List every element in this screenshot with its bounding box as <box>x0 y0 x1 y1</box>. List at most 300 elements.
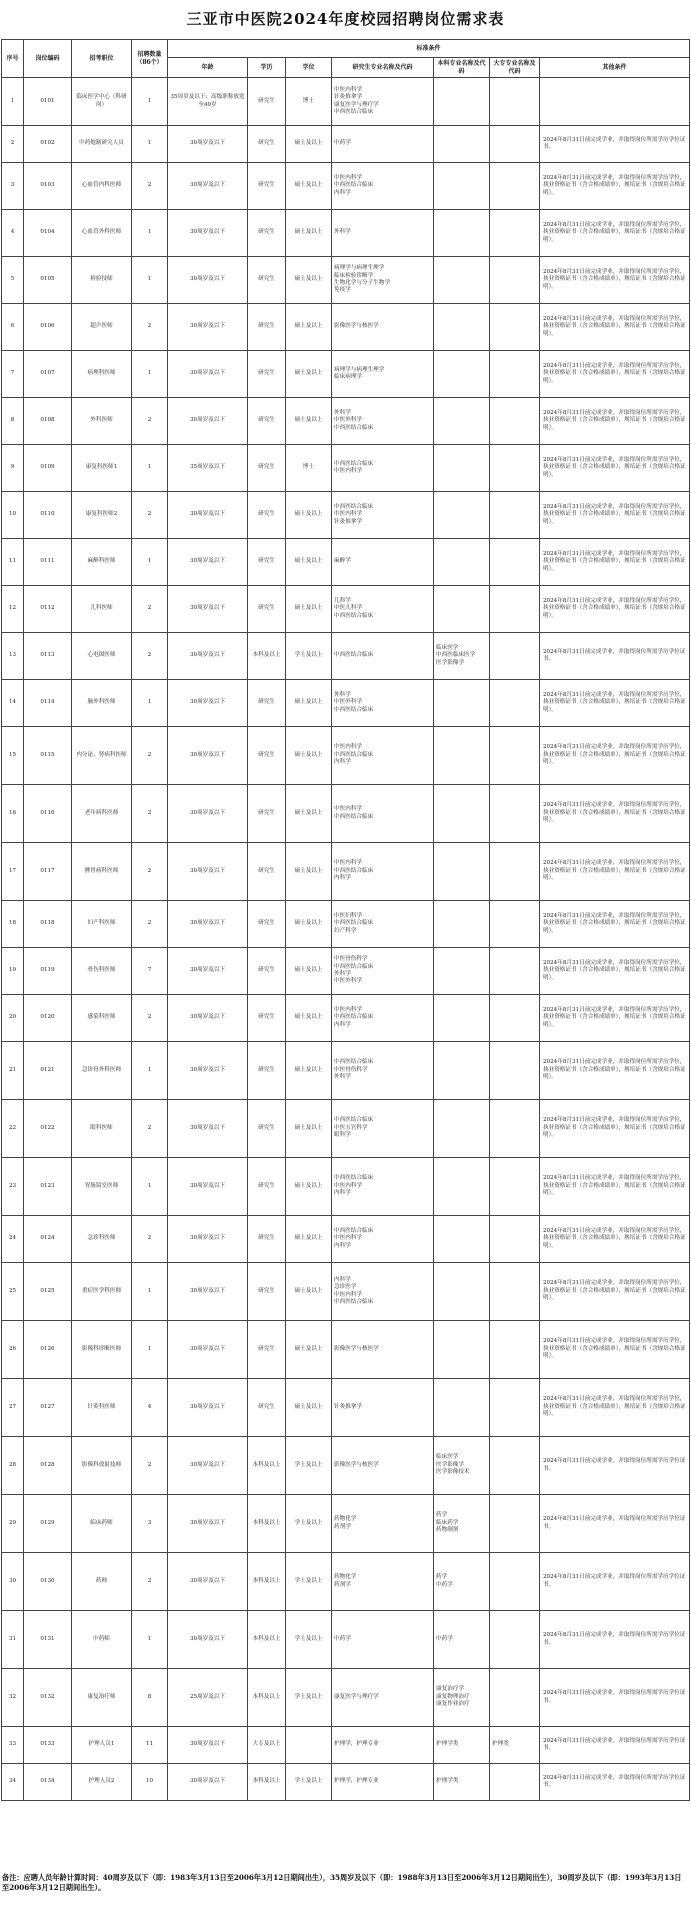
row-count: 1 <box>132 680 168 727</box>
table-row <box>2 126 690 163</box>
row-seq: 1 <box>2 78 24 126</box>
row-code: 0115 <box>24 727 72 785</box>
row-count: 1 <box>132 1042 168 1100</box>
row-count: 1 <box>132 445 168 492</box>
row-pg-major: 中西医结合临床 中医五官科学 眼科学 <box>332 1100 434 1158</box>
row-college-major <box>490 492 540 539</box>
row-college-major <box>490 680 540 727</box>
row-college-major <box>490 163 540 210</box>
row-college-major <box>490 398 540 445</box>
row-ug-major <box>434 995 490 1042</box>
row-age: 30周岁及以下 <box>168 843 248 901</box>
row-code: 0127 <box>24 1379 72 1437</box>
row-ug-major <box>434 1042 490 1100</box>
row-other: 2024年8月31日前完成学业，并取得岗位所需学历学位证书。 <box>540 633 690 680</box>
row-ug-major <box>434 586 490 633</box>
row-college-major <box>490 1100 540 1158</box>
row-age: 30周岁及以下 <box>168 1727 248 1764</box>
table-row <box>2 445 690 492</box>
row-degree: 硕士及以上 <box>286 126 332 163</box>
row-pg-major: 中医妇科学 中西医结合临床 妇产科学 <box>332 901 434 948</box>
row-ug-major <box>434 1379 490 1437</box>
row-education: 研究生 <box>248 492 286 539</box>
row-age: 30周岁及以下 <box>168 304 248 351</box>
row-pg-major: 中医骨伤科学 中西医结合临床 外科学 中医外科学 <box>332 948 434 995</box>
table-row <box>2 1216 690 1263</box>
header-position: 招考职位 <box>72 40 132 78</box>
row-age: 30周岁及以下 <box>168 1216 248 1263</box>
row-degree: 硕士及以上 <box>286 304 332 351</box>
row-other <box>540 78 690 126</box>
row-ug-major <box>434 843 490 901</box>
row-code: 0119 <box>24 948 72 995</box>
row-other: 2024年8月31日前完成学业，并取得岗位所需学历学位证书。 <box>540 1553 690 1611</box>
row-pg-major: 中医内科学 中西医结合临床 内科学 <box>332 727 434 785</box>
row-other: 2024年8月31日前完成学业，并取得岗位所需学历学位，执业资格证书（含合格成绩单），规培证书（含规培合格证明）。 <box>540 1216 690 1263</box>
row-pg-major: 针灸推拿学 <box>332 1379 434 1437</box>
row-count: 4 <box>132 1379 168 1437</box>
row-seq: 9 <box>2 445 24 492</box>
row-degree: 硕士及以上 <box>286 901 332 948</box>
row-degree: 硕士及以上 <box>286 586 332 633</box>
row-college-major <box>490 126 540 163</box>
row-education: 本科及以上 <box>248 1437 286 1495</box>
row-ug-major <box>434 1216 490 1263</box>
row-count: 2 <box>132 398 168 445</box>
row-code: 0110 <box>24 492 72 539</box>
table-body <box>2 78 690 1801</box>
row-ug-major <box>434 78 490 126</box>
row-position: 检验技师 <box>72 257 132 304</box>
row-seq: 30 <box>2 1553 24 1611</box>
row-position: 护理人员1 <box>72 1727 132 1764</box>
table-row <box>2 1437 690 1495</box>
row-other: 2024年8月31日前完成学业，并取得岗位所需学历学位，执业资格证书（含合格成绩单），规培证书（含规培合格证明）。 <box>540 539 690 586</box>
header-degree: 学位 <box>286 58 332 78</box>
row-pg-major: 护理学，护理专业 <box>332 1764 434 1801</box>
row-count: 2 <box>132 1437 168 1495</box>
row-pg-major: 中西医结合临床 中医内科学 针灸推拿学 <box>332 492 434 539</box>
row-position: 康复治疗师 <box>72 1669 132 1727</box>
row-seq: 10 <box>2 492 24 539</box>
row-pg-major: 中药学 <box>332 126 434 163</box>
row-other: 2024年8月31日前完成学业，并取得岗位所需学历学位，执业资格证书（含合格成绩单），规培证书（含规培合格证明）。 <box>540 680 690 727</box>
row-education: 研究生 <box>248 257 286 304</box>
row-degree: 硕士及以上 <box>286 785 332 843</box>
table-row <box>2 633 690 680</box>
row-ug-major: 护理学类 <box>434 1727 490 1764</box>
row-age: 30周岁及以下 <box>168 901 248 948</box>
table-row <box>2 1727 690 1764</box>
row-code: 0130 <box>24 1553 72 1611</box>
row-other: 2024年8月31日前完成学业，并取得岗位所需学历学位证书。 <box>540 1495 690 1553</box>
table-row <box>2 398 690 445</box>
row-position: 老年病科医师 <box>72 785 132 843</box>
row-seq: 3 <box>2 163 24 210</box>
row-code: 0101 <box>24 78 72 126</box>
row-degree: 硕士及以上 <box>286 680 332 727</box>
row-degree: 硕士及以上 <box>286 1216 332 1263</box>
row-education: 研究生 <box>248 843 286 901</box>
row-age: 30周岁及以下 <box>168 586 248 633</box>
row-code: 0126 <box>24 1321 72 1379</box>
row-code: 0132 <box>24 1669 72 1727</box>
row-pg-major: 康复医学与理疗学 <box>332 1669 434 1727</box>
row-education: 研究生 <box>248 901 286 948</box>
row-position: 中药炮制研究人员 <box>72 126 132 163</box>
table-row <box>2 1764 690 1801</box>
row-position: 外科医师 <box>72 398 132 445</box>
row-count: 2 <box>132 163 168 210</box>
row-age: 30周岁及以下 <box>168 257 248 304</box>
row-count: 11 <box>132 1727 168 1764</box>
header-ug-major: 本科专业名称及代码 <box>434 58 490 78</box>
row-age: 30周岁及以下 <box>168 1437 248 1495</box>
row-position: 针灸科医师 <box>72 1379 132 1437</box>
table-row <box>2 843 690 901</box>
row-education: 研究生 <box>248 680 286 727</box>
row-position: 儿科医师 <box>72 586 132 633</box>
row-seq: 28 <box>2 1437 24 1495</box>
row-pg-major: 护理学，护理专业 <box>332 1727 434 1764</box>
header-education: 学历 <box>248 58 286 78</box>
row-count: 2 <box>132 1553 168 1611</box>
row-other: 2024年8月31日前完成学业，并取得岗位所需学历学位，执业资格证书（含合格成绩单），规培证书（含规培合格证明）。 <box>540 1042 690 1100</box>
row-other: 2024年8月31日前完成学业，并取得岗位所需学历学位，执业资格证书（含合格成绩单），规培证书（含规培合格证明）。 <box>540 351 690 398</box>
row-position: 药师 <box>72 1553 132 1611</box>
row-code: 0118 <box>24 901 72 948</box>
row-position: 康复科医师1 <box>72 445 132 492</box>
row-college-major <box>490 1263 540 1321</box>
row-ug-major <box>434 1100 490 1158</box>
row-education: 研究生 <box>248 351 286 398</box>
row-college-major <box>490 1379 540 1437</box>
row-education: 研究生 <box>248 1042 286 1100</box>
row-education: 研究生 <box>248 586 286 633</box>
row-pg-major: 中医内科学 中西医结合临床 内科学 <box>332 995 434 1042</box>
row-age: 30周岁及以下 <box>168 1042 248 1100</box>
row-college-major <box>490 1158 540 1216</box>
row-degree: 硕士及以上 <box>286 163 332 210</box>
row-count: 7 <box>132 948 168 995</box>
row-education: 研究生 <box>248 1100 286 1158</box>
row-pg-major: 中西医结合临床 中医骨伤科学 外科学 <box>332 1042 434 1100</box>
header-seq: 序号 <box>2 40 24 78</box>
row-degree: 硕士及以上 <box>286 1158 332 1216</box>
table-row <box>2 1669 690 1727</box>
row-ug-major <box>434 785 490 843</box>
row-seq: 18 <box>2 901 24 948</box>
row-position: 超声医师 <box>72 304 132 351</box>
row-ug-major <box>434 539 490 586</box>
row-college-major <box>490 539 540 586</box>
row-degree: 博士 <box>286 78 332 126</box>
table-row <box>2 1379 690 1437</box>
row-code: 0113 <box>24 633 72 680</box>
row-position: 妇产科医师 <box>72 901 132 948</box>
row-college-major <box>490 304 540 351</box>
row-degree: 学士及以上 <box>286 1764 332 1801</box>
row-education: 研究生 <box>248 78 286 126</box>
row-seq: 21 <box>2 1042 24 1100</box>
row-seq: 27 <box>2 1379 24 1437</box>
row-pg-major: 药物化学 药剂学 <box>332 1495 434 1553</box>
row-code: 0109 <box>24 445 72 492</box>
table-row <box>2 1553 690 1611</box>
row-code: 0114 <box>24 680 72 727</box>
row-education: 研究生 <box>248 1379 286 1437</box>
row-pg-major: 中西医结合临床 中医内科学 内科学 <box>332 1158 434 1216</box>
row-other: 2024年8月31日前完成学业，并取得岗位所需学历学位，执业资格证书（含合格成绩单），规培证书（含规培合格证明）。 <box>540 785 690 843</box>
row-education: 研究生 <box>248 1263 286 1321</box>
row-age: 30周岁及以下 <box>168 1321 248 1379</box>
row-age: 30周岁及以下 <box>168 1495 248 1553</box>
row-other: 2024年8月31日前完成学业，并取得岗位所需学历学位，执业资格证书（含合格成绩单），规培证书（含规培合格证明）。 <box>540 210 690 257</box>
row-degree: 学士及以上 <box>286 1437 332 1495</box>
row-age: 30周岁及以下 <box>168 492 248 539</box>
row-count: 2 <box>132 304 168 351</box>
row-ug-major <box>434 351 490 398</box>
row-college-major <box>490 785 540 843</box>
row-seq: 12 <box>2 586 24 633</box>
row-degree: 学士及以上 <box>286 1495 332 1553</box>
row-pg-major: 外科学 中医外科学 中西医结合临床 <box>332 398 434 445</box>
page-title: 三亚市中医院2024年度校园招聘岗位需求表 <box>186 10 505 28</box>
row-age: 30周岁及以下 <box>168 1100 248 1158</box>
row-age: 30周岁及以下 <box>168 398 248 445</box>
row-position: 眼科医师 <box>72 1100 132 1158</box>
row-pg-major: 中医内科学 中西医结合临床 内科学 <box>332 843 434 901</box>
row-other: 2024年8月31日前完成学业，并取得岗位所需学历学位，执业资格证书（含合格成绩单），规培证书（含规培合格证明）。 <box>540 948 690 995</box>
row-count: 2 <box>132 901 168 948</box>
row-degree: 硕士及以上 <box>286 210 332 257</box>
row-college-major <box>490 843 540 901</box>
row-code: 0108 <box>24 398 72 445</box>
row-age: 30周岁及以下 <box>168 1379 248 1437</box>
row-degree: 硕士及以上 <box>286 1042 332 1100</box>
row-other: 2024年8月31日前完成学业，并取得岗位所需学历学位，执业资格证书（含合格成绩单），规培证书（含规培合格证明）。 <box>540 1379 690 1437</box>
row-other: 2024年8月31日前完成学业，并取得岗位所需学历学位证书。 <box>540 1611 690 1669</box>
row-other: 2024年8月31日前完成学业，并取得岗位所需学历学位证书。 <box>540 126 690 163</box>
table-row <box>2 1263 690 1321</box>
row-education: 研究生 <box>248 785 286 843</box>
table-row <box>2 304 690 351</box>
row-count: 2 <box>132 1216 168 1263</box>
row-pg-major: 麻醉学 <box>332 539 434 586</box>
row-seq: 13 <box>2 633 24 680</box>
row-age: 30周岁及以下 <box>168 680 248 727</box>
header-age: 年龄 <box>168 58 248 78</box>
row-code: 0103 <box>24 163 72 210</box>
row-ug-major: 临床医学 中西医临床医学 医学影像学 <box>434 633 490 680</box>
row-other: 2024年8月31日前完成学业，并取得岗位所需学历学位，执业资格证书（含合格成绩单），规培证书（含规培合格证明）。 <box>540 1100 690 1158</box>
row-other: 2024年8月31日前完成学业，并取得岗位所需学历学位证书。 <box>540 1437 690 1495</box>
row-education: 研究生 <box>248 539 286 586</box>
table-row <box>2 995 690 1042</box>
row-other: 2024年8月31日前完成学业，并取得岗位所需学历学位，执业资格证书（含合格成绩单），规培证书（含规培合格证明）。 <box>540 843 690 901</box>
row-degree: 硕士及以上 <box>286 1100 332 1158</box>
row-other: 2024年8月31日前完成学业，并取得岗位所需学历学位，执业资格证书（含合格成绩单），规培证书（含规培合格证明）。 <box>540 257 690 304</box>
row-code: 0107 <box>24 351 72 398</box>
row-code: 0112 <box>24 586 72 633</box>
row-education: 本科及以上 <box>248 1611 286 1669</box>
row-count: 1 <box>132 1158 168 1216</box>
header-code: 岗位编码 <box>24 40 72 78</box>
row-seq: 22 <box>2 1100 24 1158</box>
row-code: 0124 <box>24 1216 72 1263</box>
row-pg-major: 中医内科学 中西医结合临床 内科学 <box>332 163 434 210</box>
row-ug-major: 临床医学 医学影像学 医学影像技术 <box>434 1437 490 1495</box>
row-education: 研究生 <box>248 163 286 210</box>
row-seq: 23 <box>2 1158 24 1216</box>
row-education: 本科及以上 <box>248 1764 286 1801</box>
row-college-major <box>490 1321 540 1379</box>
row-ug-major <box>434 210 490 257</box>
row-degree: 学士及以上 <box>286 1669 332 1727</box>
row-count: 1 <box>132 210 168 257</box>
row-college-major <box>490 1553 540 1611</box>
header-college-major: 大专专业名称及代码 <box>490 58 540 78</box>
row-other: 2024年8月31日前完成学业，并取得岗位所需学历学位，执业资格证书（含合格成绩单），规培证书（含规培合格证明）。 <box>540 1158 690 1216</box>
row-other: 2024年8月31日前完成学业，并取得岗位所需学历学位，执业资格证书（含合格成绩单），规培证书（含规培合格证明）。 <box>540 304 690 351</box>
row-other: 2024年8月31日前完成学业，并取得岗位所需学历学位，执业资格证书（含合格成绩单），规培证书（含规培合格证明）。 <box>540 727 690 785</box>
row-code: 0134 <box>24 1764 72 1801</box>
row-degree: 硕士及以上 <box>286 1321 332 1379</box>
row-education: 本科及以上 <box>248 1669 286 1727</box>
row-education: 研究生 <box>248 210 286 257</box>
row-college-major <box>490 1669 540 1727</box>
row-education: 研究生 <box>248 1158 286 1216</box>
row-other: 2024年8月31日前完成学业，并取得岗位所需学历学位证书。 <box>540 1764 690 1801</box>
row-college-major <box>490 351 540 398</box>
row-code: 0111 <box>24 539 72 586</box>
row-age: 35周岁及以下 <box>168 445 248 492</box>
row-age: 30周岁及以下 <box>168 1764 248 1801</box>
row-other: 2024年8月31日前完成学业，并取得岗位所需学历学位，执业资格证书（含合格成绩单），规培证书（含规培合格证明）。 <box>540 901 690 948</box>
row-ug-major <box>434 163 490 210</box>
row-education: 研究生 <box>248 126 286 163</box>
row-education: 本科及以上 <box>248 633 286 680</box>
footnote: 备注：应聘人员年龄计算时间：40周岁及以下（即：1983年3月13日至2006年3月12日期间出生），35周岁及以下（即：1988年3月13日至2006年3月12日期间出生），30周岁及以下（即：1993年3月13日至2006年3月12日期间出生）。 <box>2 1873 682 1892</box>
row-degree: 硕士及以上 <box>286 1263 332 1321</box>
row-pg-major: 内科学 急诊医学 中医内科学 中西医结合临床 <box>332 1263 434 1321</box>
row-count: 1 <box>132 257 168 304</box>
row-college-major <box>490 1216 540 1263</box>
row-position: 中药师 <box>72 1611 132 1669</box>
row-age: 30周岁及以下 <box>168 1553 248 1611</box>
row-seq: 32 <box>2 1669 24 1727</box>
row-age: 30周岁及以下 <box>168 995 248 1042</box>
row-age: 25周岁及以下 <box>168 1669 248 1727</box>
row-ug-major <box>434 727 490 785</box>
table-row <box>2 163 690 210</box>
row-position: 胃肠镜室医师 <box>72 1158 132 1216</box>
row-ug-major: 护理学类 <box>434 1764 490 1801</box>
row-college-major <box>490 1437 540 1495</box>
table-row <box>2 210 690 257</box>
row-position: 心血管内科医师 <box>72 163 132 210</box>
row-code: 0131 <box>24 1611 72 1669</box>
header-row-top <box>2 40 690 58</box>
row-seq: 14 <box>2 680 24 727</box>
table-row <box>2 351 690 398</box>
row-position: 脾胃病科医师 <box>72 843 132 901</box>
row-ug-major <box>434 1321 490 1379</box>
row-ug-major <box>434 948 490 995</box>
row-position: 影像科诊断医师 <box>72 1321 132 1379</box>
row-other: 2024年8月31日前完成学业，并取得岗位所需学历学位，执业资格证书（含合格成绩单），规培证书（含规培合格证明）。 <box>540 586 690 633</box>
row-code: 0133 <box>24 1727 72 1764</box>
row-education: 研究生 <box>248 398 286 445</box>
row-ug-major <box>434 901 490 948</box>
row-education: 研究生 <box>248 727 286 785</box>
row-pg-major: 中医内科学 中西医结合临床 <box>332 785 434 843</box>
row-age: 30周岁及以下 <box>168 633 248 680</box>
table-row <box>2 586 690 633</box>
row-age: 30周岁及以下 <box>168 948 248 995</box>
row-code: 0129 <box>24 1495 72 1553</box>
row-position: 心电图医师 <box>72 633 132 680</box>
row-ug-major <box>434 445 490 492</box>
row-seq: 7 <box>2 351 24 398</box>
row-age: 30周岁及以下 <box>168 785 248 843</box>
row-college-major: 护理类 <box>490 1727 540 1764</box>
row-other: 2024年8月31日前完成学业，并取得岗位所需学历学位，执业资格证书（含合格成绩单），规培证书（含规培合格证明）。 <box>540 1321 690 1379</box>
row-pg-major: 外科学 中医外科学 中西医结合临床 <box>332 680 434 727</box>
row-count: 2 <box>132 586 168 633</box>
row-position: 急诊骨外科医师 <box>72 1042 132 1100</box>
row-count: 2 <box>132 843 168 901</box>
row-pg-major: 影像医学与核医学 <box>332 1321 434 1379</box>
row-count: 1 <box>132 1611 168 1669</box>
row-count: 1 <box>132 1321 168 1379</box>
row-count: 2 <box>132 727 168 785</box>
row-count: 2 <box>132 1100 168 1158</box>
row-education: 研究生 <box>248 1321 286 1379</box>
row-other: 2024年8月31日前完成学业，并取得岗位所需学历学位证书。 <box>540 1669 690 1727</box>
row-ug-major <box>434 398 490 445</box>
row-code: 0123 <box>24 1158 72 1216</box>
row-count: 2 <box>132 633 168 680</box>
table-row <box>2 727 690 785</box>
row-age: 30周岁及以下 <box>168 727 248 785</box>
row-degree: 硕士及以上 <box>286 398 332 445</box>
table-row <box>2 78 690 126</box>
recruitment-table <box>1 39 690 1801</box>
row-count: 1 <box>132 351 168 398</box>
row-position: 影像科放射技师 <box>72 1437 132 1495</box>
row-count: 1 <box>132 126 168 163</box>
row-position: 心血管外科医师 <box>72 210 132 257</box>
table-row <box>2 1321 690 1379</box>
row-position: 骨伤科医师 <box>72 948 132 995</box>
row-education: 研究生 <box>248 995 286 1042</box>
row-age: 30周岁及以下 <box>168 210 248 257</box>
row-college-major <box>490 948 540 995</box>
row-degree: 学士及以上 <box>286 1553 332 1611</box>
table-row <box>2 785 690 843</box>
row-ug-major: 中药学 <box>434 1611 490 1669</box>
row-college-major <box>490 1042 540 1100</box>
row-other: 2024年8月31日前完成学业，并取得岗位所需学历学位，执业资格证书（含合格成绩单），规培证书（含规培合格证明）。 <box>540 398 690 445</box>
row-other: 2024年8月31日前完成学业，并取得岗位所需学历学位，执业资格证书（含合格成绩单），规培证书（含规培合格证明）。 <box>540 445 690 492</box>
row-seq: 17 <box>2 843 24 901</box>
row-pg-major: 中西医结合临床 中医内科学 内科学 <box>332 1216 434 1263</box>
row-pg-major: 中西医结合临床 中医内科学 <box>332 445 434 492</box>
row-degree <box>286 1727 332 1764</box>
row-college-major <box>490 257 540 304</box>
row-code: 0125 <box>24 1263 72 1321</box>
